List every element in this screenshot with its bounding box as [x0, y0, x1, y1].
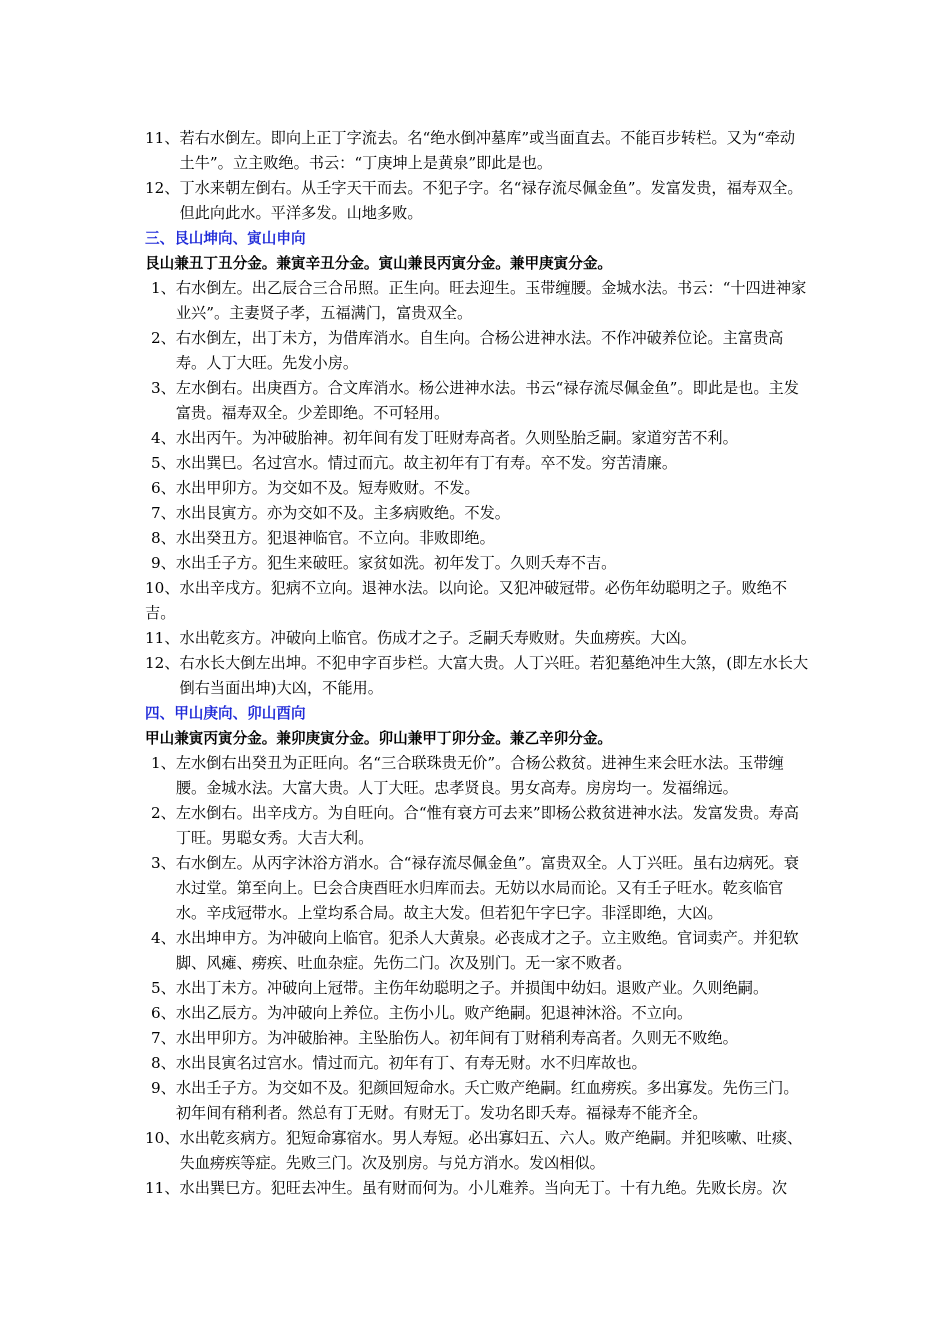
section-subheading: 甲山兼寅丙寅分金。兼卯庚寅分金。卯山兼甲丁卯分金。兼乙辛卯分金。 — [145, 730, 613, 747]
list-item — [145, 526, 810, 551]
list-item — [145, 751, 810, 801]
item-number: 2、 — [151, 804, 176, 822]
list-item — [145, 326, 810, 376]
list-item — [145, 451, 810, 476]
item-text: 水出巽巳。名过宫水。情过而亢。故主初年有丁有寿。卒不发。穷苦清廉。 — [175, 454, 678, 472]
item-text: 右水长大倒左出坤。不犯申字百步栏。大富大贵。人丁兴旺。若犯墓绝冲生大煞，(即左水长大倒右当面出坤)大凶，不能用。 — [179, 654, 809, 697]
item-text: 水出甲卯方。为冲破胎神。主坠胎伤人。初年间有丁财稍利寿高者。久则无不败绝。 — [175, 1029, 738, 1047]
item-number: 11、 — [145, 129, 180, 147]
item-text: 左水倒右。出辛戌方。为自旺向。合“惟有衰方可去来”即杨公救贫进神水法。发富发贵。寿高丁旺。男聪女秀。大吉大利。 — [175, 804, 799, 847]
item-number: 6、 — [151, 1004, 176, 1022]
item-number: 4、 — [151, 429, 176, 447]
list-item: 11、水出巽巳方。犯旺去冲生。虽有财而何为。小儿难养。当向无丁。十有九绝。先败长房。次 — [145, 1179, 788, 1197]
item-number: 1、 — [151, 279, 176, 297]
item-text: 水出乾亥方。冲破向上临官。伤成才之子。乏嗣夭寿败财。失血痨疾。大凶。 — [179, 629, 696, 647]
list-item — [145, 626, 810, 651]
item-text: 水出艮寅名过宫水。情过而亢。初年有丁、有寿无财。水不归库故也。 — [175, 1054, 647, 1072]
list-item — [145, 926, 810, 976]
item-text: 水出癸丑方。犯退神临官。不立向。非败即绝。 — [175, 529, 495, 547]
document-page — [145, 126, 810, 1201]
list-item — [145, 551, 810, 576]
item-text: 水出丁未方。冲破向上冠带。主伤年幼聪明之子。并损闺中幼妇。退败产业。久则绝嗣。 — [175, 979, 769, 997]
section-heading: 四、甲山庚向、卯山酉向 — [145, 705, 306, 722]
item-text: 右水倒左，出丁未方，为借库消水。自生向。合杨公进神水法。不作冲破养位论。主富贵高寿。人丁大旺。先发小房。 — [175, 329, 784, 372]
list-item — [145, 126, 810, 176]
item-text: 左水倒右出癸丑为正旺向。名“三合联珠贵无价”。合杨公救贫。进神生来会旺水法。玉带缠腰。金城水法。大富大贵。人丁大旺。忠孝贤良。男女高寿。房房均一。发福绵远。 — [175, 754, 784, 797]
list-item — [145, 276, 810, 326]
section-subheading: 艮山兼丑丁丑分金。兼寅辛丑分金。寅山兼艮丙寅分金。兼甲庚寅分金。 — [145, 255, 613, 272]
item-number: 12、 — [145, 179, 180, 197]
section-heading: 三、艮山坤向、寅山申向 — [145, 230, 306, 247]
list-item: 10、水出辛戌方。犯病不立向。退神水法。以向论。又犯冲破冠带。必伤年幼聪明之子。败绝不吉。 — [145, 579, 788, 622]
list-item — [145, 801, 810, 851]
item-text: 右水倒左。从丙字沐浴方消水。合“禄存流尽佩金鱼”。富贵双全。人丁兴旺。虽右边病死。衰水过堂。第至向上。巳会合庚酉旺水归库而去。无妨以水局而论。又有壬子旺水。乾亥临官水。辛戌冠带水。上堂均系合局。故主大发。但若犯午字巳字。非淫即绝，大凶。 — [175, 854, 799, 922]
item-text: 左水倒右。出庚酉方。合文库消水。杨公进神水法。书云“禄存流尽佩金鱼”。即此是也。主发富贵。福寿双全。少差即绝。不可轻用。 — [175, 379, 799, 422]
item-number: 3、 — [151, 854, 176, 872]
item-number: 4、 — [151, 929, 176, 947]
list-item — [145, 376, 810, 426]
item-text: 水出丙午。为冲破胎神。初年间有发丁旺财寿高者。久则坠胎乏嗣。家道穷苦不利。 — [175, 429, 738, 447]
list-item — [145, 1026, 810, 1051]
list-item — [145, 176, 810, 226]
item-text: 水出艮寅方。亦为交如不及。主多病败绝。不发。 — [175, 504, 510, 522]
item-text: 水出坤申方。为冲破向上临官。犯杀人大黄泉。必丧成才之子。立主败绝。官词卖产。并犯软脚、风瘫、痨疾、吐血杂症。先伤二门。次及别门。无一家不败者。 — [175, 929, 799, 972]
item-text: 水出乾亥病方。犯短命寡宿水。男人寿短。必出寡妇五、六人。败产绝嗣。并犯咳嗽、吐痰、失血痨疾等症。先败三门。次及别房。与兑方消水。发凶相似。 — [179, 1129, 803, 1172]
list-item — [145, 851, 810, 926]
item-number: 8、 — [151, 529, 176, 547]
item-number: 5、 — [151, 979, 176, 997]
item-text: 水出乙辰方。为冲破向上养位。主伤小儿。败产绝嗣。犯退神沐浴。不立向。 — [175, 1004, 693, 1022]
item-number: 7、 — [151, 504, 176, 522]
item-text: 丁水来朝左倒右。从壬字天干而去。不犯子字。名“禄存流尽佩金鱼”。发富发贵，福寿双全。但此向此水。平洋多发。山地多败。 — [179, 179, 803, 222]
item-number: 10、 — [145, 1129, 180, 1147]
item-text: 右水倒左。出乙辰合三合吊照。正生向。旺去迎生。玉带缠腰。金城水法。书云：“十四进神家业兴”。主妻贤子孝，五福满门，富贵双全。 — [175, 279, 807, 322]
item-text: 水出壬子方。犯生来破旺。家贫如洗。初年发丁。久则夭寿不吉。 — [175, 554, 617, 572]
item-number: 5、 — [151, 454, 176, 472]
item-number: 6、 — [151, 479, 176, 497]
list-item — [145, 1001, 810, 1026]
item-number: 12、 — [145, 654, 180, 672]
list-item — [145, 426, 810, 451]
item-number: 9、 — [151, 1079, 176, 1097]
list-item — [145, 476, 810, 501]
list-item — [145, 501, 810, 526]
list-item — [145, 1076, 810, 1126]
item-number: 3、 — [151, 379, 176, 397]
item-number: 1、 — [151, 754, 176, 772]
item-number: 2、 — [151, 329, 176, 347]
item-text: 水出甲卯方。为交如不及。短寿败财。不发。 — [175, 479, 480, 497]
list-item — [145, 651, 810, 701]
list-item — [145, 1126, 810, 1176]
item-number: 9、 — [151, 554, 176, 572]
item-number: 8、 — [151, 1054, 176, 1072]
item-text: 若右水倒左。即向上正丁字流去。名“绝水倒冲墓库”或当面直去。不能百步转栏。又为“牵动土牛”。立主败绝。书云：“丁庚坤上是黄泉”即此是也。 — [179, 129, 796, 172]
item-number: 7、 — [151, 1029, 176, 1047]
list-item — [145, 976, 810, 1001]
list-item — [145, 1051, 810, 1076]
item-text: 水出壬子方。为交如不及。犯颜回短命水。夭亡败产绝嗣。红血痨疾。多出寡发。先伤三门。初年间有稍利者。然总有丁无财。有财无丁。发功名即夭寿。福禄寿不能齐全。 — [175, 1079, 799, 1122]
item-number: 11、 — [145, 629, 180, 647]
